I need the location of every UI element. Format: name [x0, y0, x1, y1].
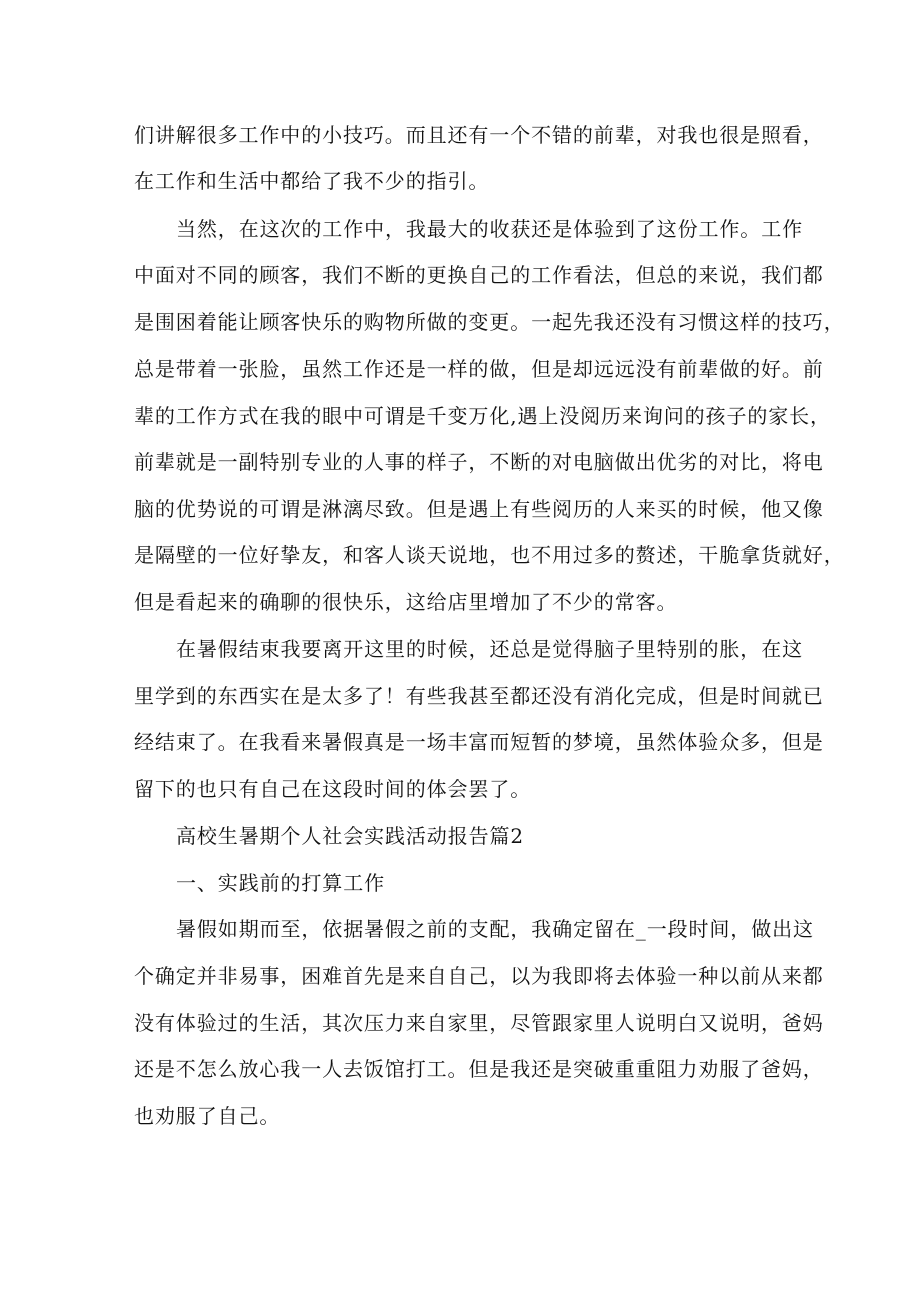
text-line: 里学到的东西实在是太多了！有些我甚至都还没有消化完成，但是时间就已: [134, 684, 824, 708]
text-line: 是隔壁的一位好挚友，和客人谈天说地，也不用过多的赘述，干脆拿货就好，: [134, 543, 845, 567]
text-line: 留下的也只有自己在这段时间的体会罢了。: [134, 777, 532, 801]
section-title: 高校生暑期个人社会实践活动报告篇2: [176, 824, 525, 848]
text-line: 前辈就是一副特别专业的人事的样子，不断的对电脑做出优劣的对比，将电: [134, 450, 824, 474]
text-line: 在工作和生活中都给了我不少的指引。: [134, 169, 490, 193]
text-line: 总是带着一张脸，虽然工作还是一样的做，但是却远远没有前辈做的好。前: [134, 357, 824, 381]
text-line: 辈的工作方式在我的眼中可谓是千变万化,遇上没阅历来询问的孩子的家长，: [134, 404, 831, 428]
text-line: 没有体验过的生活，其次压力来自家里，尽管跟家里人说明白又说明，爸妈: [134, 1011, 824, 1035]
text-line: 也劝服了自己。: [134, 1104, 281, 1128]
text-line: 中面对不同的顾客，我们不断的更换自己的工作看法，但总的来说，我们都: [134, 263, 824, 287]
section-subtitle: 一、实践前的打算工作: [176, 871, 385, 895]
text-line: 个确定并非易事，困难首先是来自自己，以为我即将去体验一种以前从来都: [134, 964, 824, 988]
paragraph-first-line: 暑假如期而至，依据暑假之前的支配，我确定留在_一段时间，做出这: [176, 917, 814, 941]
text-line: 但是看起来的确聊的很快乐，这给店里增加了不少的常客。: [134, 590, 678, 614]
text-line: 们讲解很多工作中的小技巧。而且还有一个不错的前辈，对我也很是照看，: [134, 123, 824, 147]
text-line: 还是不怎么放心我一人去饭馆打工。但是我还是突破重重阻力劝服了爸妈，: [134, 1057, 824, 1081]
text-line: 经结束了。在我看来暑假真是一场丰富而短暂的梦境，虽然体验众多，但是: [134, 730, 824, 754]
paragraph-first-line: 当然，在这次的工作中，我最大的收获还是体验到了这份工作。工作: [176, 217, 803, 241]
paragraph-first-line: 在暑假结束我要离开这里的时候，还总是觉得脑子里特别的胀，在这: [176, 637, 803, 661]
text-line: 脑的优势说的可谓是淋漓尽致。但是遇上有些阅历的人来买的时候，他又像: [134, 497, 824, 521]
text-line: 是围困着能让顾客快乐的购物所做的变更。一起先我还没有习惯这样的技巧，: [134, 310, 845, 334]
